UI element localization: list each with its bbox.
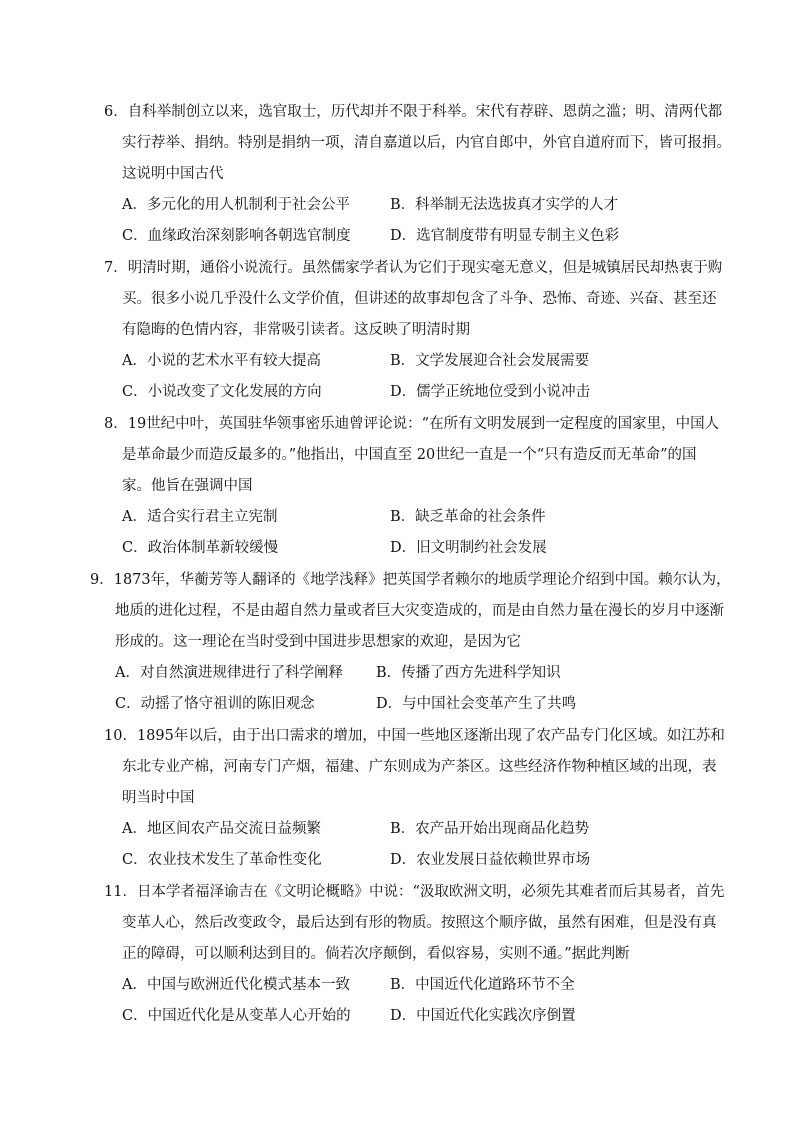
question-10-option-a: A．地区间农产品交流日益频繁 xyxy=(122,821,321,837)
question-9-line-3: 形成的。这一理论在当时受到中国进步思想家的欢迎，是因为它 xyxy=(115,634,521,650)
question-6-option-b: B．科举制无法选拔真才实学的人才 xyxy=(390,197,619,213)
question-8-line-3: 家。他旨在强调中国 xyxy=(122,478,253,494)
question-10-line-3: 明当时中国 xyxy=(122,790,195,806)
question-7-line-1: 7．明清时期，通俗小说流行。虽然儒家学者认为它们于现实毫无意义，但是城镇居民却热衷于购 xyxy=(104,260,723,276)
question-8-option-d: D．旧文明制约社会发展 xyxy=(390,540,547,556)
question-9-option-c: C．动摇了恪守祖训的陈旧观念 xyxy=(115,696,315,712)
question-10-option-b: B．农产品开始出现商品化趋势 xyxy=(390,821,590,837)
question-8-line-1: 8．19世纪中叶，英国驻华领事密乐迪曾评论说：“在所有文明发展到一定程度的国家里，中国人 xyxy=(104,416,720,432)
question-6-option-a: A．多元化的用人机制利于社会公平 xyxy=(122,197,350,213)
question-8-option-a: A．适合实行君主立宪制 xyxy=(122,509,278,525)
question-7-line-2: 买。很多小说几乎没什么文学价值，但讲述的故事却包含了斗争、恐怖、奇迹、兴奋、甚至还 xyxy=(122,291,717,307)
question-9-option-b: B．传播了西方先进科学知识 xyxy=(376,665,561,681)
question-7-option-d: D．儒学正统地位受到小说冲击 xyxy=(390,384,591,400)
question-11-option-a: A．中国与欧洲近代化模式基本一致 xyxy=(122,977,350,993)
question-11-option-b: B．中国近代化道路环节不全 xyxy=(390,977,575,993)
question-9-option-d: D．与中国社会变革产生了共鸣 xyxy=(376,696,577,712)
question-9-option-a: A．对自然演进规律进行了科学阐释 xyxy=(115,665,343,681)
question-11-option-d: D．中国近代化实践次序倒置 xyxy=(390,1008,576,1024)
question-6-line-1: 6．自科举制创立以来，选官取士，历代却并不限于科举。宋代有荐辟、恩荫之滥；明、清两代都 xyxy=(104,104,723,120)
question-7-option-a: A．小说的艺术水平有较大提高 xyxy=(122,353,321,369)
question-9-line-1: 9．1873年，华蘅芳等人翻译的《地学浅释》把英国学者赖尔的地质学理论介绍到中国。赖尔认为， xyxy=(90,572,731,588)
question-11-line-1: 11．日本学者福泽谕吉在《文明论概略》中说：“汲取欧洲文明，必须先其难者而后其易者，首先 xyxy=(104,884,725,900)
question-7-line-3: 有隐晦的色情内容，非常吸引读者。这反映了明清时期 xyxy=(122,322,470,338)
question-11-option-c: C．中国近代化是从变革人心开始的 xyxy=(122,1008,351,1024)
question-10-option-d: D．农业发展日益依赖世界市场 xyxy=(390,852,591,868)
question-6-line-2: 实行荐举、捐纳。特别是捐纳一项，清自嘉道以后，内官自郎中，外官自道府而下，皆可报捐。 xyxy=(122,135,731,151)
question-6-option-c: C．血缘政治深刻影响各朝选官制度 xyxy=(122,228,351,244)
question-7-option-c: C．小说改变了文化发展的方向 xyxy=(122,384,322,400)
question-8-line-2: 是革命最少而造反最多的。”他指出，中国直至 20世纪一直是一个“只有造反而无革命”的国 xyxy=(122,447,697,463)
question-8-option-b: B．缺乏革命的社会条件 xyxy=(390,509,546,525)
question-7-option-b: B．文学发展迎合社会发展需要 xyxy=(390,353,590,369)
question-8-option-c: C．政治体制革新较缓慢 xyxy=(122,540,279,556)
question-6-line-3: 这说明中国古代 xyxy=(122,166,224,182)
question-11-line-2: 变革人心，然后改变政令，最后达到有形的物质。按照这个顺序做，虽然有困难，但是没有真 xyxy=(122,915,717,931)
question-6-option-d: D．选官制度带有明显专制主义色彩 xyxy=(390,228,620,244)
question-10-option-c: C．农业技术发生了革命性变化 xyxy=(122,852,322,868)
question-11-line-3: 正的障碍，可以顺利达到目的。倘若次序颠倒，看似容易，实则不通。”据此判断 xyxy=(122,946,630,962)
question-10-line-1: 10．1895年以后，由于出口需求的增加，中国一些地区逐渐出现了农产品专门化区域。如江苏和 xyxy=(104,728,725,744)
question-9-line-2: 地质的进化过程，不是由超自然力量或者巨大灾变造成的，而是由自然力量在漫长的岁月中逐渐 xyxy=(115,603,724,619)
question-10-line-2: 东北专业产棉，河南专门产烟，福建、广东则成为产茶区。这些经济作物种植区域的出现，表 xyxy=(122,759,717,775)
